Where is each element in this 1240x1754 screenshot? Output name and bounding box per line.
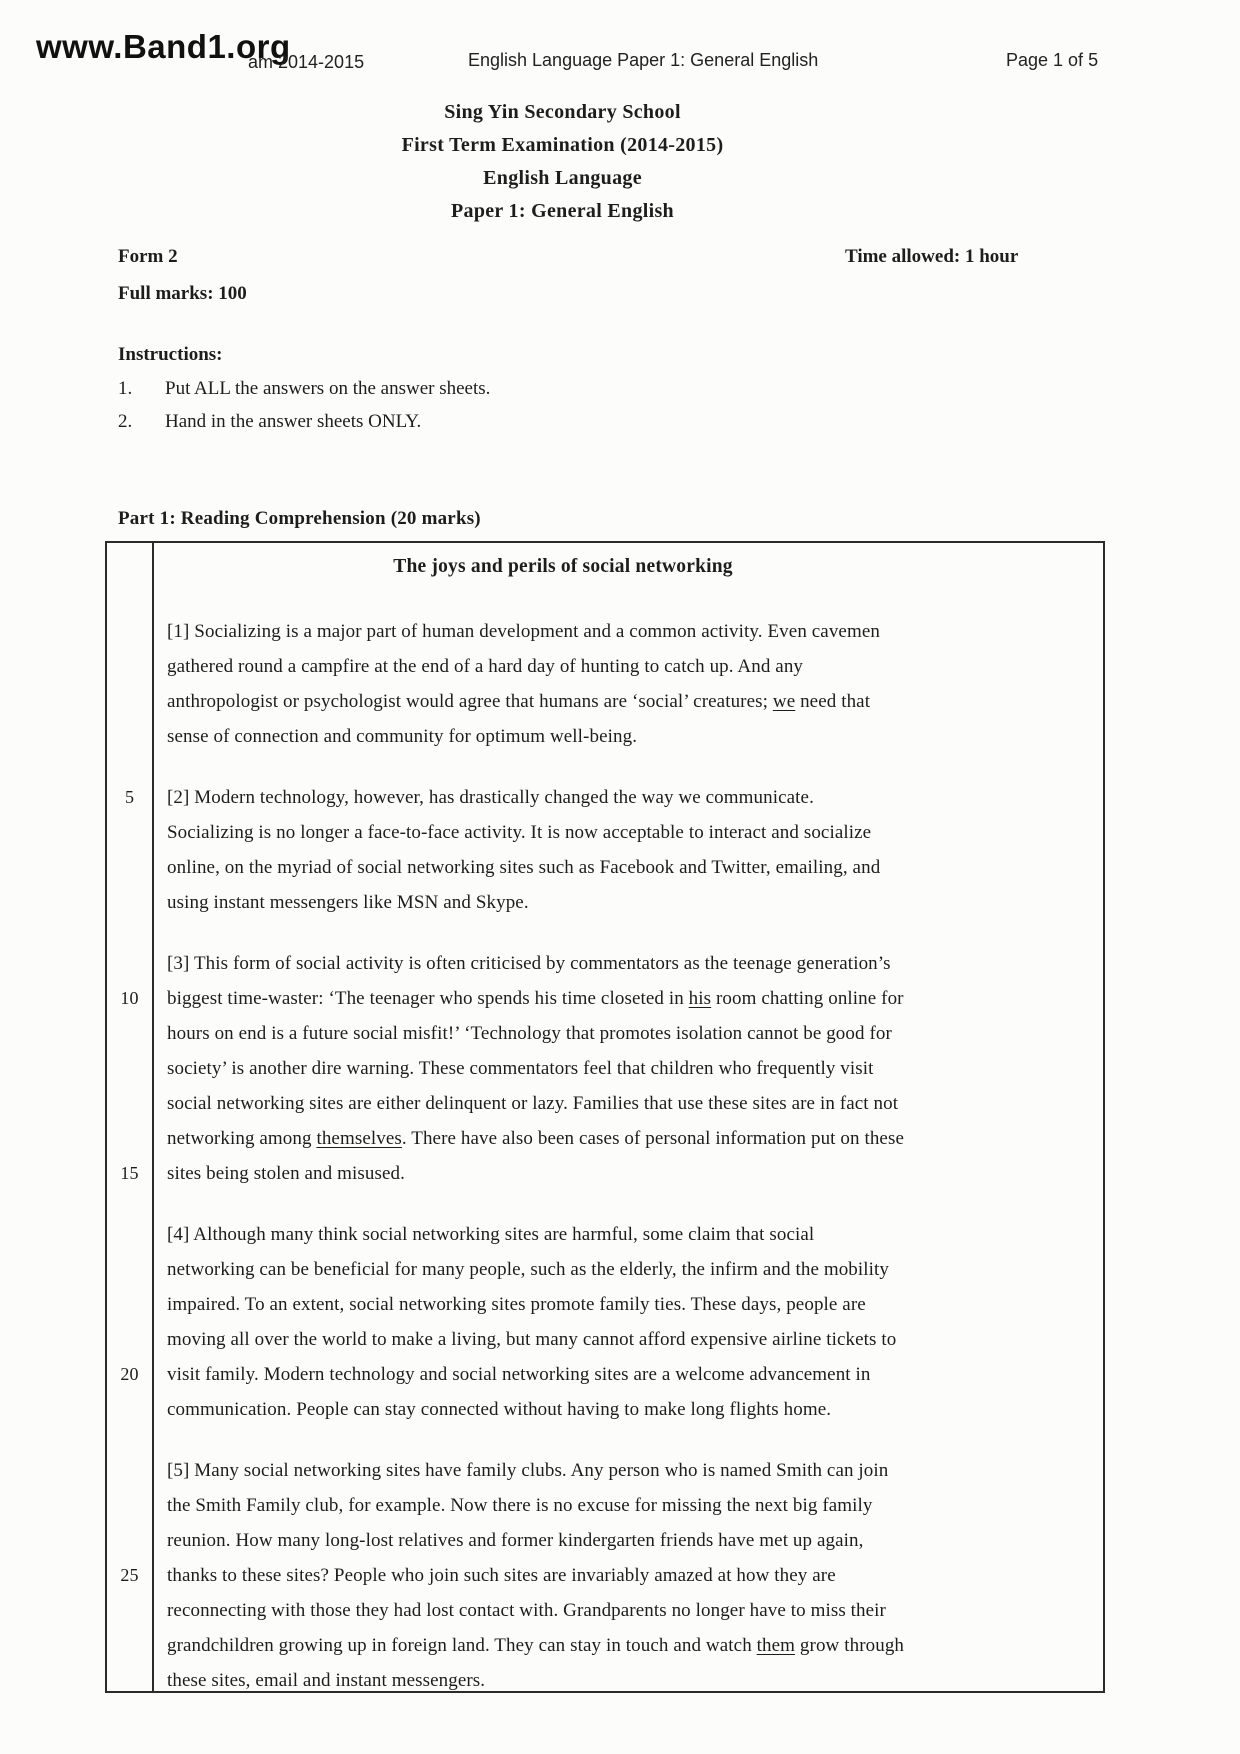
- passage-line: [107, 815, 1103, 850]
- passage-line-text: online, on the myriad of social networking sites such as Facebook and Twitter, emailing, and: [167, 857, 881, 878]
- passage-line: [107, 1663, 1103, 1698]
- passage-line-text: moving all over the world to make a living, but many cannot afford expensive airline tickets to: [167, 1329, 897, 1350]
- instruction-item: [118, 378, 490, 400]
- line-number: 25: [120, 1565, 139, 1585]
- passage-line-text: [5] Many social networking sites have family clubs. Any person who is named Smith can join: [167, 1460, 889, 1481]
- passage-line-text: society’ is another dire warning. These commentators feel that children who frequently visit: [167, 1058, 874, 1079]
- passage-line: [107, 1287, 1103, 1322]
- header-exam-label: am 2014-2015: [248, 52, 365, 72]
- passage-title: The joys and perils of social networking: [393, 556, 733, 577]
- passage-line: [107, 1252, 1103, 1287]
- passage-line: [107, 850, 1103, 885]
- watermark: www.Band1.org: [36, 28, 291, 65]
- passage-line: [107, 649, 1103, 684]
- passage-line-text: networking can be beneficial for many people, such as the elderly, the infirm and the mobility: [167, 1259, 890, 1280]
- passage-paragraph: [107, 1453, 1103, 1698]
- passage-line: [107, 946, 1103, 981]
- instruction-text: Hand in the answer sheets ONLY.: [165, 411, 422, 432]
- passage-line-text: grandchildren growing up in foreign land. They can stay in touch and watch them grow through: [167, 1635, 905, 1656]
- passage-paragraph: [107, 780, 1103, 920]
- passage-line-text: [3] This form of social activity is often criticised by commentators as the teenage generation’s: [167, 953, 891, 974]
- instruction-text: Put ALL the answers on the answer sheets.: [165, 378, 491, 399]
- passage-line-text: sense of connection and community for optimum well-being.: [167, 726, 638, 747]
- passage-line-text: biggest time-waster: ‘The teenager who spends his time closeted in his room chatting online for: [167, 988, 904, 1009]
- passage-line-text: [1] Socializing is a major part of human development and a common activity. Even cavemen: [167, 621, 880, 642]
- line-number: 15: [120, 1163, 139, 1183]
- passage-line: [107, 614, 1103, 649]
- line-number: 20: [120, 1364, 139, 1384]
- passage-line-text: reconnecting with those they had lost contact with. Grandparents no longer have to miss their: [167, 1600, 886, 1621]
- passage-line-text: anthropologist or psychologist would agree that humans are ‘social’ creatures; we need that: [167, 691, 871, 712]
- school-name: Sing Yin Secondary School: [444, 101, 681, 123]
- line-number: 5: [124, 787, 135, 807]
- passage-line: [107, 1628, 1103, 1663]
- passage-line-text: visit family. Modern technology and social networking sites are a welcome advancement in: [167, 1364, 871, 1385]
- title-block: [20, 96, 1105, 228]
- passage-paragraph: [107, 1217, 1103, 1427]
- passage-line: [107, 1453, 1103, 1488]
- passage-paragraph: [107, 946, 1103, 1191]
- passage-line-text: the Smith Family club, for example. Now there is no excuse for missing the next big family: [167, 1495, 873, 1516]
- passage-line-text: impaired. To an extent, social networking sites promote family ties. These days, people are: [167, 1294, 866, 1315]
- passage-line-text: hours on end is a future social misfit!’ ‘Technology that promotes isolation cannot be good for: [167, 1023, 892, 1044]
- passage-line: [107, 1086, 1103, 1121]
- passage-line-text: gathered round a campfire at the end of a hard day of hunting to catch up. And any: [167, 656, 804, 677]
- instruction-item: [118, 411, 421, 433]
- passage-line: [107, 1016, 1103, 1051]
- passage-line: [107, 1322, 1103, 1357]
- passage-line-text: networking among themselves. There have also been cases of personal information put on these: [167, 1128, 904, 1149]
- passage-lines: [107, 614, 1103, 1698]
- passage-paragraph: [107, 614, 1103, 754]
- passage-line-text: using instant messengers like MSN and Skype.: [167, 892, 529, 913]
- passage-line: [107, 1593, 1103, 1628]
- header-doc-title: English Language Paper 1: General English: [468, 50, 819, 70]
- form-label: Form 2: [118, 246, 178, 267]
- passage-line: [107, 1217, 1103, 1252]
- passage-line-text: [4] Although many think social networking sites are harmful, some claim that social: [167, 1224, 815, 1245]
- passage-line-text: communication. People can stay connected without having to make long flights home.: [167, 1399, 832, 1420]
- instruction-number: 2.: [118, 411, 133, 432]
- passage-line: [107, 981, 1103, 1016]
- passage-line: [107, 1051, 1103, 1086]
- instruction-number: 1.: [118, 378, 133, 399]
- subject-title: English Language: [483, 167, 642, 189]
- time-allowed-label: Time allowed: 1 hour: [845, 246, 1019, 267]
- exam-title: First Term Examination (2014-2015): [401, 134, 724, 156]
- passage-line-text: [2] Modern technology, however, has drastically changed the way we communicate.: [167, 787, 814, 808]
- passage-line-text: Socializing is no longer a face-to-face activity. It is now acceptable to interact and socialize: [167, 822, 872, 843]
- passage-line-text: thanks to these sites? People who join such sites are invariably amazed at how they are: [167, 1565, 836, 1586]
- passage-line: [107, 885, 1103, 920]
- paper-title: Paper 1: General English: [451, 200, 674, 222]
- header-page-number: Page 1 of 5: [1006, 50, 1099, 70]
- line-number: 10: [120, 988, 139, 1008]
- passage-line-text: these sites, email and instant messengers.: [167, 1670, 486, 1691]
- passage-line-text: sites being stolen and misused.: [167, 1163, 405, 1184]
- passage-line: [107, 1156, 1103, 1191]
- instructions-heading: Instructions:: [118, 344, 223, 365]
- passage-line: [107, 684, 1103, 719]
- passage-line: [107, 780, 1103, 815]
- part1-heading: Part 1: Reading Comprehension (20 marks): [118, 508, 481, 529]
- reading-passage-box: [105, 541, 1105, 1693]
- passage-line-text: social networking sites are either delinquent or lazy. Families that use these sites are in fact not: [167, 1093, 899, 1114]
- passage-line: [107, 1558, 1103, 1593]
- passage-line: [107, 1357, 1103, 1392]
- passage-line-text: reunion. How many long-lost relatives and former kindergarten friends have met up again,: [167, 1530, 864, 1551]
- passage-line: [107, 1488, 1103, 1523]
- full-marks-label: Full marks: 100: [118, 283, 247, 304]
- passage-line: [107, 1392, 1103, 1427]
- passage-line: [107, 1523, 1103, 1558]
- passage-line: [107, 1121, 1103, 1156]
- passage-line: [107, 719, 1103, 754]
